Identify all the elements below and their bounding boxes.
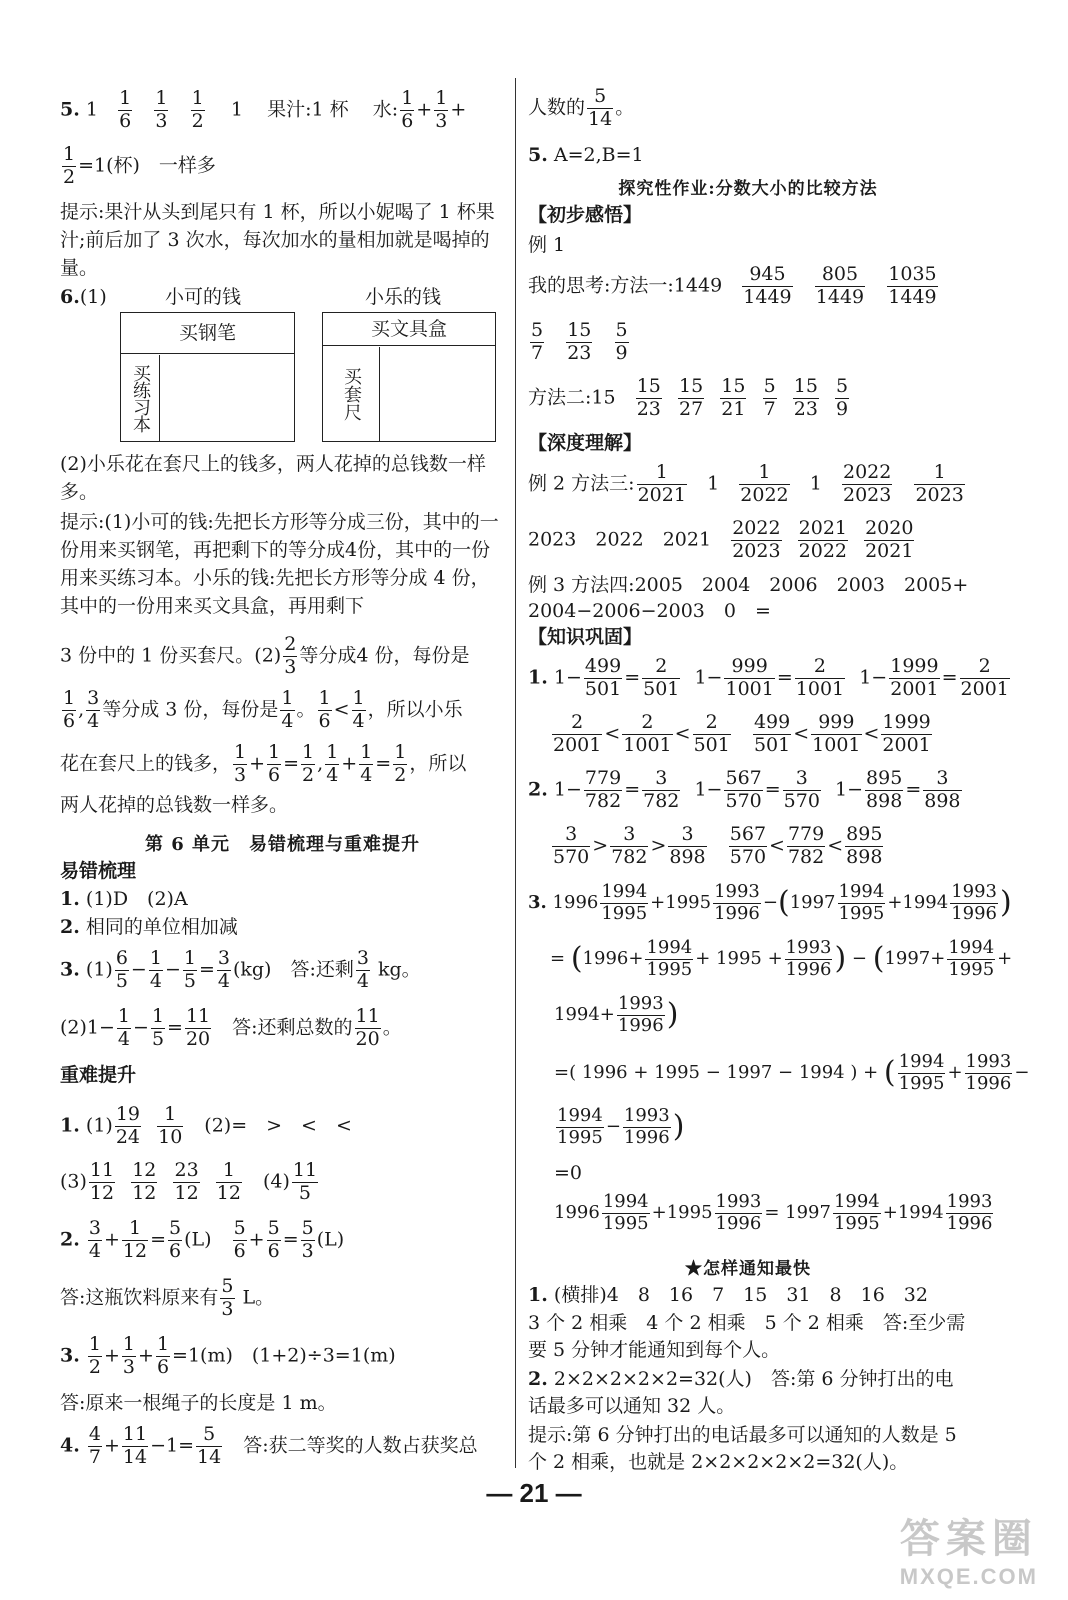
method-1: 我的思考:方法一:1449 $\frac{945}{1449}$ $\frac{805}{1449}$ $\frac{1035}{1449}$ [528,263,937,308]
q6-part2: (2)小乐花在套尺上的钱多，两人花掉的总钱数一样多。 [60,453,486,503]
k1: 1. 1− $\frac{499}{501}$ = $\frac{2}{501}$ 1− $\frac{999}{1001}$ = $\frac{2}{1001}$ 1− $\frac{1999}{2001}$ = $\frac{2}{2001}$ [528,655,1009,700]
q5-line2: $\frac{1}{2}$ =1(杯) 一样多 [63,143,216,188]
k3-step2-cont: $\frac{1994}{1995}$ − $\frac{1993}{1996}$ ) [557,1105,685,1148]
watermark-logo: 答案圈 MXQE.COM [899,1517,1038,1589]
z4: 4. $\frac{4}{7}$ + $\frac{11}{14}$ −1= $\frac{5}{14}$ 答:获二等奖的人数占获奖总 [60,1423,478,1468]
q5-tip: 提示:果汁从头到尾只有 1 杯，所以小妮喝了 1 杯果汁;前后加了 3 次水，每次加水的量相加就是喝掉的量。 [60,201,495,279]
fraction: $\frac{2}{3}$ [284,633,297,678]
fraction: $\frac{5}{6}$ [267,1217,280,1262]
q5-line1: 5. 1 $\frac{1}{6}$ $\frac{1}{3}$ $\frac{1}{2}$ 1 果汁:1 杯 水: $\frac{1}{6}$ + $\frac{1}{3}$ + [60,87,467,132]
fastest-notify-heading: ★怎样通知最快 [685,1259,811,1279]
t1: 1. (横排)4 8 16 7 15 31 8 16 32 [528,1284,928,1306]
unit6-heading: 第 6 单元 易错梳理与重难提升 [144,834,421,855]
fraction: $\frac{1}{6}$ [268,741,281,786]
t2-tip: 提示:第 6 分钟打出的电话最多可以通知的人数是 5 个 2 相乘，也就是 2×2×2×2×2=32(人)。 [528,1424,957,1473]
buy-pencil-case-label: 买文具盒 [323,313,495,346]
fraction: $\frac{5}{9}$ [836,375,849,420]
fraction: $\frac{2021}{2022}$ [798,517,847,562]
method-2: 方法二:15 $\frac{15}{23}$ $\frac{15}{27}$ $\frac{15}{21}$ $\frac{5}{7}$ $\frac{15}{23}$ $\frac{5}{9}$ [528,375,849,420]
q6-tip-line4: 花在套尺上的钱多， $\frac{1}{3}$ + $\frac{1}{6}$ = $\frac{1}{2}$ , $\frac{1}{4}$ + $\frac{1}{4}$ = $\frac{1}{2}$ ，所以 [60,741,467,786]
fraction: $\frac{1994}{1995}$ [557,1105,603,1148]
fraction: $\frac{11}{20}$ [185,1005,211,1050]
y1: 1. (1)D (2)A [60,888,188,910]
column-divider [515,78,516,1468]
y3-part1: 3. (1) $\frac{6}{5}$ − $\frac{1}{4}$ − $\frac{1}{5}$ = $\frac{3}{4}$ (kg) 答:还剩 $\frac{3}{4}$ kg。 [60,947,421,992]
fraction: $\frac{1993}{1996}$ [623,1105,670,1148]
fraction: $\frac{1}{6}$ [401,87,414,132]
k3-step2: =( 1996 + 1995 − 1997 − 1994 ) + ( $\frac{1994}{1995}$ + $\frac{1993}{1996}$ − [554,1051,1030,1094]
fraction: $\frac{4}{7}$ [88,1423,101,1468]
fraction: $\frac{1}{6}$ [63,687,76,732]
fraction: $\frac{2}{501}$ [643,655,680,700]
fraction: $\frac{5}{14}$ [588,85,613,130]
page-number: — 21 — [486,1478,582,1508]
q6-tip-line5: 两人花掉的总钱数一样多。 [60,794,289,816]
fraction: $\frac{2020}{2021}$ [865,517,914,562]
section-heading: 【初步感悟】 [528,204,643,226]
fraction: $\frac{5}{14}$ [197,1423,222,1468]
example-3: 例 3 方法四:2005 2004 2006 2003 2005+ [528,574,969,596]
fraction: $\frac{1}{2023}$ [915,461,964,506]
fraction: $\frac{1035}{1449}$ [888,263,937,308]
fraction: $\frac{23}{12}$ [174,1159,199,1204]
fraction: $\frac{1993}{1996}$ [715,1191,762,1234]
fraction: $\frac{15}{21}$ [721,375,746,420]
fraction: $\frac{15}{23}$ [793,375,818,420]
fraction: $\frac{2}{2001}$ [960,655,1009,700]
fraction: $\frac{15}{23}$ [636,375,661,420]
k3: 3. 1996 $\frac{1994}{1995}$ +1995 $\frac{1993}{1996}$ −(1997 $\frac{1994}{1995}$ +1994 $\frac{1993}{1996}$ ) [528,881,1012,924]
r-cont: 人数的 $\frac{5}{14}$ 。 [528,85,635,130]
k3-result: =0 [554,1162,583,1184]
fraction: $\frac{11}{14}$ [122,1423,148,1468]
example-2-cont: 2023 2022 2021 $\frac{2022}{2023}$ $\frac{2021}{2022}$ $\frac{2020}{2021}$ [528,517,914,562]
fraction: $\frac{3}{4}$ [217,947,230,992]
fraction: $\frac{2}{2001}$ [553,711,602,756]
fraction: $\frac{1}{5}$ [183,947,196,992]
fraction: $\frac{19}{24}$ [115,1103,141,1148]
fraction: $\frac{5}{9}$ [615,319,628,364]
buy-ruler-label: 买套尺 [323,347,380,441]
q6-line1: 6.(1) 小可的钱 小乐的钱 [60,286,442,308]
fraction: $\frac{1}{4}$ [117,1005,131,1050]
fraction: $\frac{5}{6}$ [233,1217,246,1262]
fraction: $\frac{1}{4}$ [149,947,162,992]
example-1: 例 1 [528,234,566,256]
fraction: $\frac{779}{782}$ [584,767,622,812]
fraction: $\frac{1}{2}$ [63,143,76,188]
fraction: $\frac{1999}{2001}$ [882,711,931,756]
section-heading: 【深度理解】 [528,432,643,454]
fraction: $\frac{15}{27}$ [679,375,704,420]
fraction: $\frac{3}{782}$ [643,767,680,812]
k3-step1: = (1996+ $\frac{1994}{1995}$ + 1995 + $\frac{1993}{1996}$ ) − (1997+ $\frac{1994}{1995}$ + [550,937,1013,980]
fraction: $\frac{1}{3}$ [122,1333,136,1378]
fraction: $\frac{1}{6}$ [119,87,132,132]
fraction: $\frac{1}{2021}$ [637,461,686,506]
fraction: $\frac{3}{570}$ [553,823,590,868]
buy-pen-label: 买钢笔 [121,313,294,354]
q6-tip-line3: $\frac{1}{6}$ , $\frac{3}{4}$ 等分成 3 份，每份是 $\frac{1}{4}$ 。 $\frac{1}{6}$ < $\frac{1}{4}$ ，所以小乐 [63,687,463,732]
fraction: $\frac{1999}{2001}$ [890,655,939,700]
z2-answer: 答:这瓶饮料原来有 $\frac{5}{3}$ L。 [60,1275,275,1320]
k2-compare: $\frac{3}{570}$ > $\frac{3}{782}$ > $\frac{3}{898}$ $\frac{567}{570}$ < $\frac{779}{782}$ < $\frac{895}{898}$ [553,823,883,868]
fraction: $\frac{11}{12}$ [89,1159,115,1204]
k1-compare: $\frac{2}{2001}$ < $\frac{2}{1001}$ < $\frac{2}{501}$ $\frac{499}{501}$ < $\frac{999}{1001}$ < $\frac{1999}{2001}$ [553,711,931,756]
fraction: $\frac{3}{898}$ [924,767,961,812]
fraction: $\frac{1994}{1995}$ [898,1051,945,1094]
fraction: $\frac{2022}{2023}$ [732,517,781,562]
fraction: $\frac{1}{12}$ [122,1217,148,1262]
z1-part1: 1. (1) $\frac{19}{24}$ $\frac{1}{10}$ (2)= > < < [60,1103,352,1148]
fraction: $\frac{1}{5}$ [151,1005,165,1050]
fraction: $\frac{3}{4}$ [88,1217,101,1262]
xiaole-money-diagram [322,312,496,442]
fraction: $\frac{5}{6}$ [169,1217,182,1262]
fraction: $\frac{1994}{1995}$ [833,1191,880,1234]
fraction: $\frac{15}{23}$ [567,319,592,364]
fraction: $\frac{1}{3}$ [435,87,448,132]
fraction: $\frac{1}{4}$ [360,741,373,786]
fraction: $\frac{1}{2022}$ [740,461,789,506]
fraction: $\frac{999}{1001}$ [725,655,774,700]
fraction: $\frac{1}{2}$ [191,87,204,132]
q6-tip-line2: 3 份中的 1 份买套尺。(2) $\frac{2}{3}$ 等分成4 份，每份是 [60,633,470,678]
fraction: $\frac{895}{898}$ [866,767,903,812]
fraction: $\frac{2}{1001}$ [795,655,845,700]
xiaoke-money-diagram [120,312,295,442]
fraction: $\frac{805}{1449}$ [815,263,865,308]
fraction: $\frac{3}{4}$ [356,947,369,992]
fraction: $\frac{1994}{1995}$ [948,937,995,980]
example-3-cont: 2004−2006−2003 0 = [528,600,771,622]
z1-part2: (3) $\frac{11}{12}$ $\frac{12}{12}$ $\frac{23}{12}$ $\frac{1}{12}$ (4) $\frac{11}{5}$ [60,1159,318,1204]
section-heading: 重难提升 [60,1064,137,1086]
fraction: $\frac{567}{570}$ [729,823,767,868]
y3-part2: (2)1− $\frac{1}{4}$ − $\frac{1}{5}$ = $\frac{11}{20}$ 答:还剩总数的 $\frac{11}{20}$ 。 [60,1005,402,1050]
fraction: $\frac{3}{4}$ [87,687,100,732]
fraction: $\frac{2}{501}$ [693,711,730,756]
fraction: $\frac{895}{898}$ [846,823,883,868]
fraction: $\frac{1}{4}$ [281,687,294,732]
fraction: $\frac{5}{3}$ [221,1275,234,1320]
fraction: $\frac{567}{570}$ [725,767,762,812]
t1-cont: 3 个 2 相乘 4 个 2 相乘 5 个 2 相乘 答:至少需要 5 分钟才能通知到每个人。 [528,1312,966,1361]
method-1-cont [528,320,631,365]
fraction: $\frac{1}{6}$ [318,687,331,732]
section-heading: 【知识巩固】 [528,626,643,648]
fraction: $\frac{1}{3}$ [155,87,168,132]
z2: 2. $\frac{3}{4}$ + $\frac{1}{12}$ = $\frac{5}{6}$ (L) $\frac{5}{6}$ + $\frac{5}{6}$ = $\frac{5}{3}$ (L) [60,1217,345,1262]
fraction: $\frac{5}{3}$ [301,1217,314,1262]
k3-conclusion: 1996 $\frac{1994}{1995}$ +1995 $\frac{1993}{1996}$ = 1997 $\frac{1994}{1995}$ +1994 $\frac{1993}{1996}$ [554,1191,993,1234]
fraction: $\frac{3}{898}$ [669,823,706,868]
fraction: $\frac{3}{570}$ [783,767,820,812]
fraction: $\frac{1}{10}$ [158,1103,183,1148]
fraction: $\frac{1}{6}$ [156,1333,170,1378]
y2: 2. 相同的单位相加减 [60,916,238,938]
fraction: $\frac{5}{7}$ [763,375,776,420]
k2: 2. 1− $\frac{779}{782}$ = $\frac{3}{782}$ 1− $\frac{567}{570}$ = $\frac{3}{570}$ 1− $\frac{895}{898}$ = $\frac{3}{898}$ [528,767,961,812]
fraction: $\frac{1993}{1996}$ [785,937,832,980]
fraction: $\frac{999}{1001}$ [812,711,861,756]
fraction: $\frac{11}{20}$ [355,1005,380,1050]
fraction: $\frac{499}{501}$ [584,655,622,700]
fraction: $\frac{779}{782}$ [787,823,825,868]
fraction: $\frac{6}{5}$ [115,947,128,992]
fraction: $\frac{11}{5}$ [292,1159,318,1204]
fraction: $\frac{1994}{1995}$ [601,881,648,924]
exploration-heading: 探究性作业:分数大小的比较方法 [618,179,878,199]
fraction: $\frac{1}{2}$ [394,741,407,786]
fraction: $\frac{1993}{1996}$ [946,1191,993,1234]
fraction: $\frac{1994}{1995}$ [838,881,885,924]
fraction: $\frac{1993}{1996}$ [951,881,998,924]
fraction: $\frac{1993}{1996}$ [617,993,664,1036]
fraction: $\frac{2022}{2023}$ [842,461,892,506]
fraction: $\frac{1}{3}$ [234,741,247,786]
r5: 5. A=2,B=1 [528,144,644,166]
buy-workbook-label: 买练习本 [121,355,160,441]
fraction: $\frac{1993}{1996}$ [965,1051,1012,1094]
fraction: $\frac{1993}{1996}$ [714,881,760,924]
fraction: $\frac{1}{12}$ [216,1159,241,1204]
fraction: $\frac{1994}{1995}$ [646,937,693,980]
fraction: $\frac{3}{782}$ [611,823,648,868]
fraction: $\frac{1}{2}$ [88,1333,101,1378]
k3-step1-cont: 1994+ $\frac{1993}{1996}$ ) [554,993,679,1036]
fraction: $\frac{1994}{1995}$ [602,1191,649,1234]
fraction: $\frac{945}{1449}$ [743,263,792,308]
z3-answer: 答:原来一根绳子的长度是 1 m。 [60,1392,337,1414]
fraction: $\frac{1}{4}$ [352,687,365,732]
fraction: $\frac{1}{2}$ [302,741,315,786]
t2: 2. 2×2×2×2×2=32(人) 答:第 6 分钟打出的电话最多可以通知 32 人。 [528,1368,954,1417]
fraction: $\frac{5}{7}$ [531,319,544,364]
fraction: $\frac{499}{501}$ [753,711,791,756]
fraction: $\frac{1}{4}$ [326,741,339,786]
section-heading: 易错梳理 [60,860,137,882]
example-2: 例 2 方法三: $\frac{1}{2021}$ 1 $\frac{1}{2022}$ 1 $\frac{2022}{2023}$ $\frac{1}{2023}$ [528,461,964,506]
z3: 3. $\frac{1}{2}$ + $\frac{1}{3}$ + $\frac{1}{6}$ =1(m) (1+2)÷3=1(m) [60,1333,396,1378]
fraction: $\frac{12}{12}$ [132,1159,157,1204]
fraction: $\frac{2}{1001}$ [623,711,672,756]
q6-tip: 提示:(1)小可的钱:先把长方形等分成三份，其中的一份用来买钢笔，再把剩下的等分成4份，其中的一份用来买练习本。小乐的钱:先把长方形等分成 4 份，其中的一份用来买文具盒，再用剩下 [60,511,499,617]
